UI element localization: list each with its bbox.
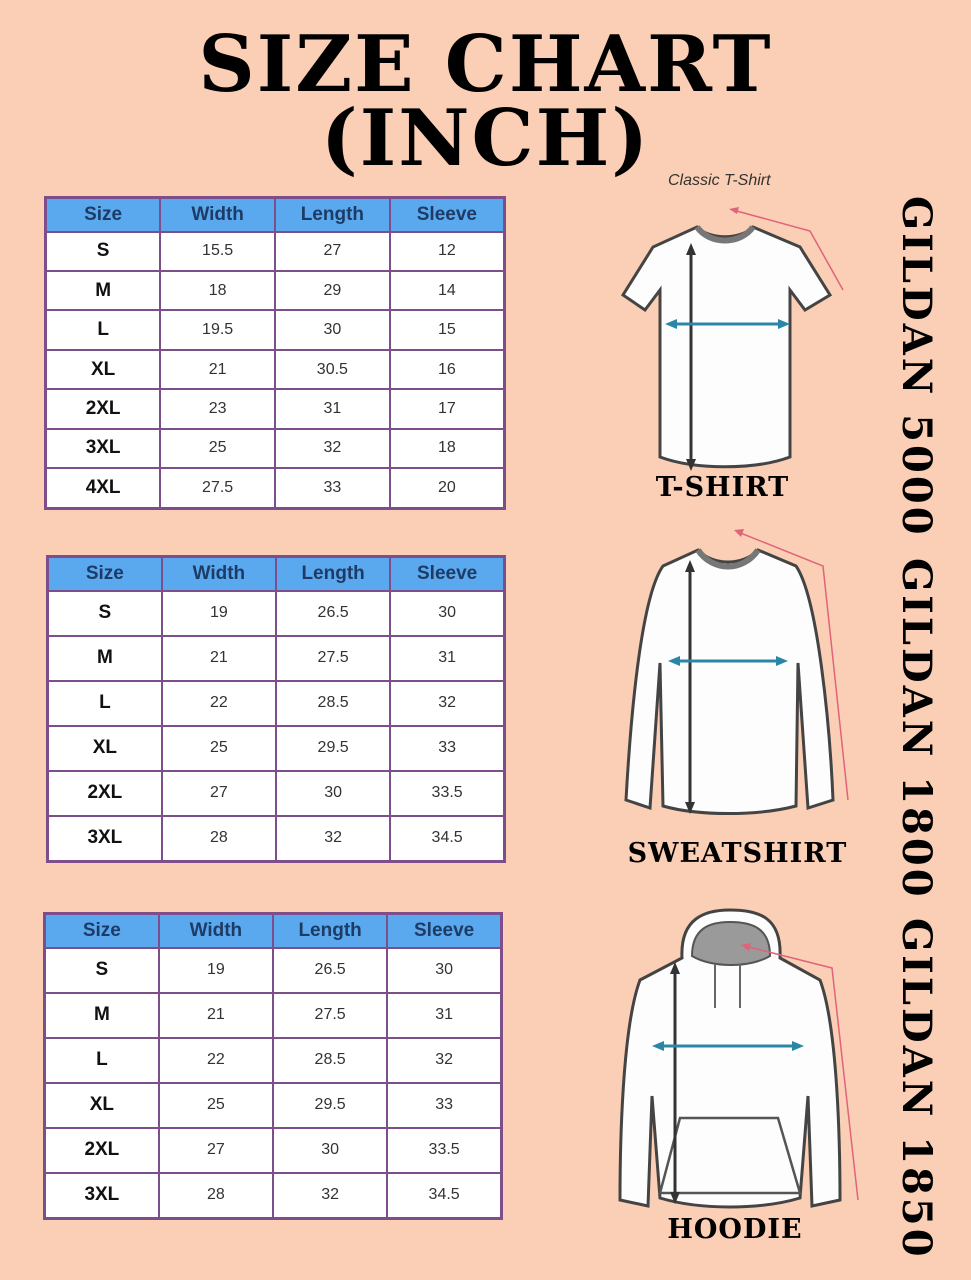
table-row xyxy=(46,350,505,389)
garment-label-tshirt: T-SHIRT xyxy=(655,472,790,503)
measure-cell: 29.5 xyxy=(273,1083,387,1128)
table-row xyxy=(46,232,505,271)
measure-cell: 27.5 xyxy=(160,468,275,508)
table-row xyxy=(45,1173,502,1219)
measure-cell: 31 xyxy=(275,389,390,428)
page-title: SIZE CHART xyxy=(198,19,773,110)
measure-cell: 14 xyxy=(390,271,505,310)
size-cell: XL xyxy=(48,726,162,771)
measure-cell: 28 xyxy=(162,816,276,862)
size-cell: 2XL xyxy=(46,389,161,428)
column-header: Size xyxy=(48,557,162,591)
tshirt-icon xyxy=(615,195,855,475)
measure-cell: 31 xyxy=(390,636,504,681)
column-header: Length xyxy=(273,914,387,948)
size-cell: L xyxy=(45,1038,159,1083)
column-header: Width xyxy=(160,198,275,232)
table-header-row xyxy=(46,198,505,232)
measure-cell: 30.5 xyxy=(275,350,390,389)
garment-label-hoodie: HOODIE xyxy=(667,1214,803,1245)
table-header-row xyxy=(45,914,502,948)
size-table-tshirt xyxy=(44,196,506,510)
garment-label-sweatshirt: SWEATSHIRT xyxy=(627,838,848,869)
size-cell: S xyxy=(48,591,162,636)
measure-cell: 27 xyxy=(275,232,390,271)
measure-cell: 29 xyxy=(275,271,390,310)
size-cell: XL xyxy=(45,1083,159,1128)
column-header: Width xyxy=(159,914,273,948)
column-header: Length xyxy=(275,198,390,232)
column-header: Length xyxy=(276,557,390,591)
measure-cell: 21 xyxy=(160,350,275,389)
measure-cell: 31 xyxy=(387,993,501,1038)
measure-cell: 27.5 xyxy=(273,993,387,1038)
size-table-hoodie xyxy=(43,912,503,1220)
size-cell: 3XL xyxy=(45,1173,159,1219)
measure-cell: 17 xyxy=(390,389,505,428)
measure-cell: 23 xyxy=(160,389,275,428)
measure-cell: 32 xyxy=(390,681,504,726)
measure-cell: 22 xyxy=(162,681,276,726)
size-cell: 4XL xyxy=(46,468,161,508)
column-header: Width xyxy=(162,557,276,591)
hoodie-icon xyxy=(600,908,865,1213)
measure-cell: 33 xyxy=(387,1083,501,1128)
tshirt-caption: Classic T-Shirt xyxy=(668,172,771,189)
size-cell: 2XL xyxy=(45,1128,159,1173)
column-header: Size xyxy=(46,198,161,232)
measure-cell: 25 xyxy=(159,1083,273,1128)
measure-cell: 18 xyxy=(390,429,505,468)
measure-cell: 15.5 xyxy=(160,232,275,271)
size-cell: L xyxy=(48,681,162,726)
measure-cell: 30 xyxy=(387,948,501,993)
table-row xyxy=(46,429,505,468)
measure-cell: 22 xyxy=(159,1038,273,1083)
size-cell: 3XL xyxy=(48,816,162,862)
size-cell: S xyxy=(46,232,161,271)
measure-cell: 15 xyxy=(390,310,505,349)
measure-cell: 32 xyxy=(276,816,390,862)
measure-cell: 26.5 xyxy=(273,948,387,993)
measure-cell: 30 xyxy=(273,1128,387,1173)
size-cell: M xyxy=(46,271,161,310)
brand-label-1800: GILDAN 1800 xyxy=(893,558,940,900)
size-cell: 3XL xyxy=(46,429,161,468)
size-cell: XL xyxy=(46,350,161,389)
size-table-sweatshirt xyxy=(46,555,506,863)
table-header-row xyxy=(48,557,505,591)
table-row xyxy=(46,310,505,349)
measure-cell: 32 xyxy=(387,1038,501,1083)
measure-cell: 25 xyxy=(162,726,276,771)
measure-cell: 32 xyxy=(275,429,390,468)
table-row xyxy=(48,816,505,862)
measure-cell: 34.5 xyxy=(390,816,504,862)
measure-cell: 28.5 xyxy=(276,681,390,726)
table-row xyxy=(45,948,502,993)
size-cell: S xyxy=(45,948,159,993)
table-row xyxy=(46,271,505,310)
sweatshirt-icon xyxy=(618,528,858,818)
measure-cell: 33 xyxy=(390,726,504,771)
measure-cell: 27 xyxy=(162,771,276,816)
measure-cell: 27 xyxy=(159,1128,273,1173)
measure-cell: 32 xyxy=(273,1173,387,1219)
table-row xyxy=(48,636,505,681)
column-header: Size xyxy=(45,914,159,948)
table-row xyxy=(45,1038,502,1083)
measure-cell: 28 xyxy=(159,1173,273,1219)
measure-cell: 34.5 xyxy=(387,1173,501,1219)
size-cell: L xyxy=(46,310,161,349)
table-row xyxy=(45,1128,502,1173)
table-row xyxy=(48,591,505,636)
measure-cell: 33.5 xyxy=(387,1128,501,1173)
table-row xyxy=(48,681,505,726)
measure-cell: 30 xyxy=(275,310,390,349)
measure-cell: 27.5 xyxy=(276,636,390,681)
table-row xyxy=(45,993,502,1038)
measure-cell: 19.5 xyxy=(160,310,275,349)
measure-cell: 18 xyxy=(160,271,275,310)
table-row xyxy=(46,468,505,508)
measure-cell: 33.5 xyxy=(390,771,504,816)
measure-cell: 29.5 xyxy=(276,726,390,771)
measure-cell: 21 xyxy=(159,993,273,1038)
table-row xyxy=(46,389,505,428)
size-cell: M xyxy=(48,636,162,681)
size-cell: 2XL xyxy=(48,771,162,816)
measure-cell: 33 xyxy=(275,468,390,508)
column-header: Sleeve xyxy=(390,557,504,591)
measure-cell: 12 xyxy=(390,232,505,271)
measure-cell: 30 xyxy=(276,771,390,816)
measure-cell: 19 xyxy=(162,591,276,636)
measure-cell: 21 xyxy=(162,636,276,681)
measure-cell: 28.5 xyxy=(273,1038,387,1083)
page-subtitle: (INCH) xyxy=(320,93,651,184)
brand-label-5000: GILDAN 5000 xyxy=(893,196,940,538)
size-cell: M xyxy=(45,993,159,1038)
table-row xyxy=(48,726,505,771)
measure-cell: 26.5 xyxy=(276,591,390,636)
measure-cell: 30 xyxy=(390,591,504,636)
column-header: Sleeve xyxy=(387,914,501,948)
table-row xyxy=(45,1083,502,1128)
column-header: Sleeve xyxy=(390,198,505,232)
measure-cell: 16 xyxy=(390,350,505,389)
table-row xyxy=(48,771,505,816)
brand-label-1850: GILDAN 1850 xyxy=(893,918,940,1260)
measure-cell: 25 xyxy=(160,429,275,468)
measure-cell: 20 xyxy=(390,468,505,508)
measure-cell: 19 xyxy=(159,948,273,993)
